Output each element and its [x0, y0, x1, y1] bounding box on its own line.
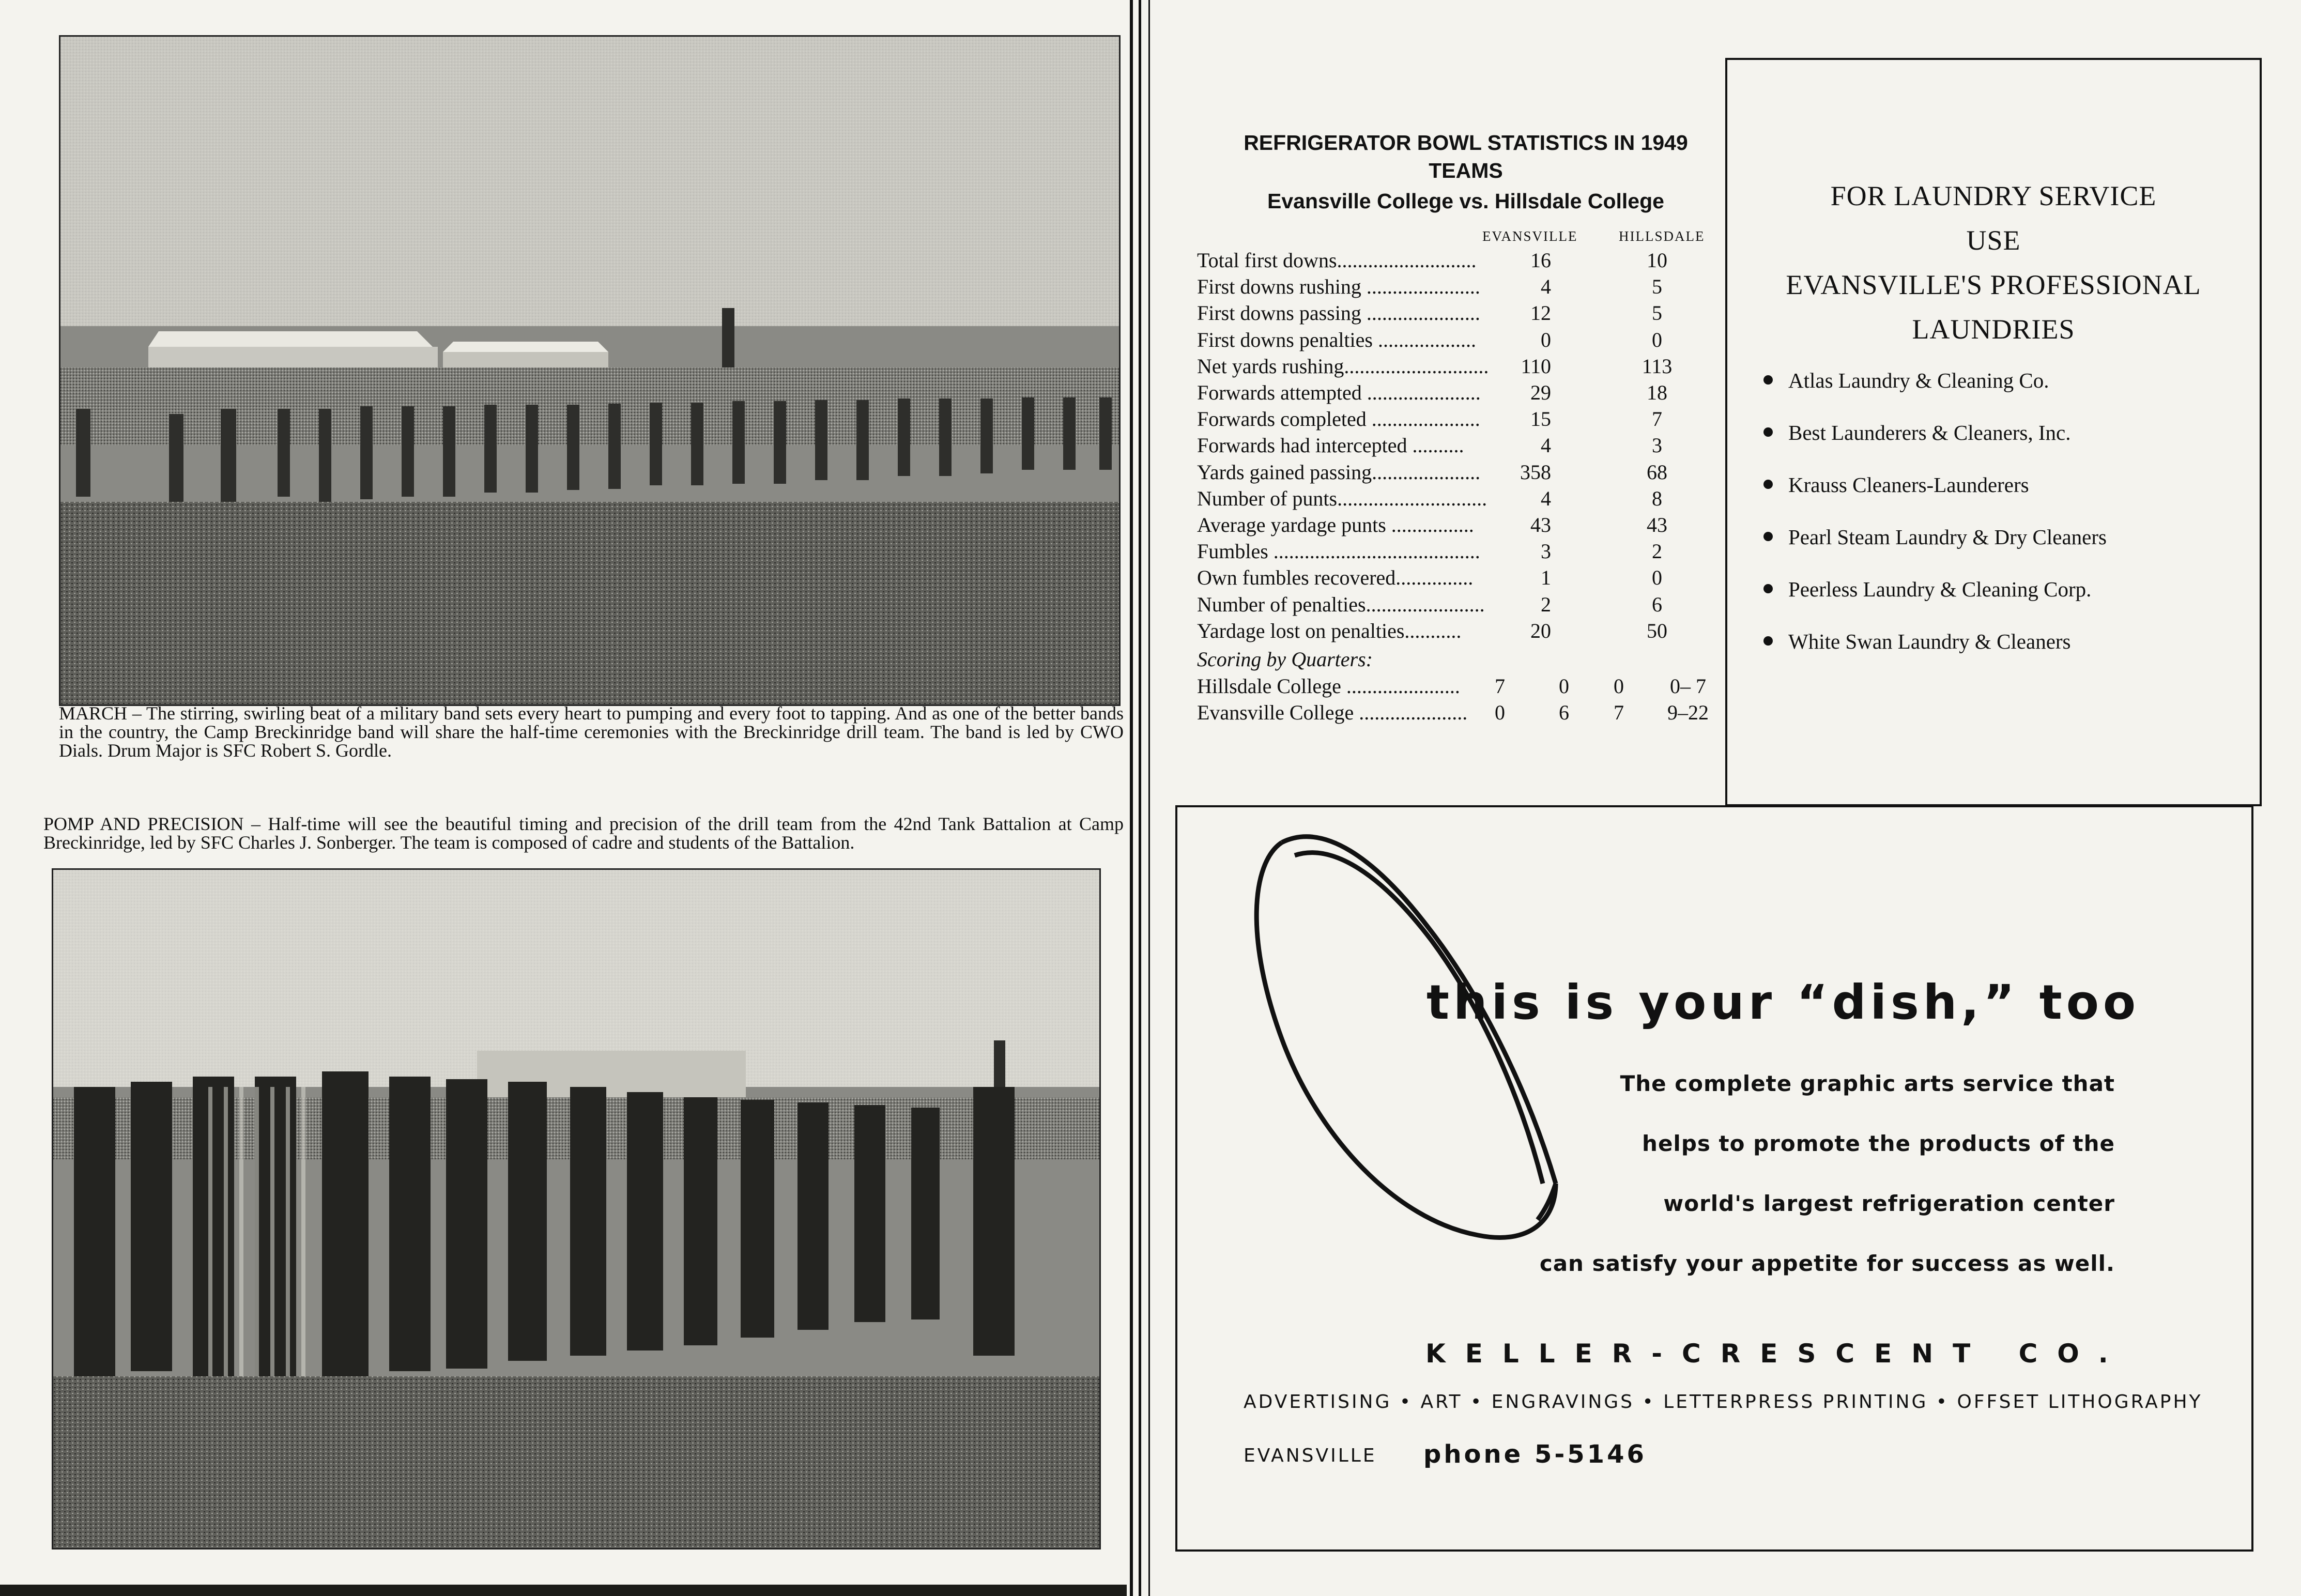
scoring-heading: Scoring by Quarters: — [1197, 648, 1373, 671]
band-photo — [59, 35, 1121, 706]
column-header-hillsdale: HILLSDALE — [1619, 228, 1705, 244]
scoring-q1: 0 — [1495, 701, 1505, 724]
stat-row — [1197, 432, 1735, 458]
laundry-item-name: Peerless Laundry & Cleaning Corp. — [1788, 577, 2092, 601]
scoring-row — [1197, 699, 1735, 726]
stat-row — [1197, 273, 1735, 300]
column-header-evansville: EVANSVILLE — [1482, 228, 1578, 244]
bullet-icon — [1763, 480, 1773, 489]
stat-row — [1197, 247, 1735, 273]
stat-row — [1197, 485, 1735, 512]
scoring-team: Evansville College ..................... — [1197, 701, 1468, 724]
stat-label: First downs passing ...................... — [1197, 301, 1480, 325]
city-label: EVANSVILLE — [1244, 1445, 1377, 1466]
stat-hillsdale-value: 0 — [1652, 566, 1662, 590]
stat-hillsdale-value: 2 — [1652, 540, 1662, 563]
stat-hillsdale-value: 7 — [1652, 407, 1662, 431]
stat-row — [1197, 538, 1735, 564]
laundry-list-item — [1763, 368, 2049, 393]
stat-label: Forwards attempted ...................... — [1197, 381, 1481, 404]
stat-evansville-value: 12 — [1530, 301, 1551, 325]
stat-evansville-value: 3 — [1541, 540, 1551, 563]
stat-row — [1197, 564, 1735, 591]
stat-label: Total first downs........................... — [1197, 249, 1477, 272]
stat-label: First downs rushing ...................... — [1197, 275, 1480, 299]
stat-row — [1197, 327, 1735, 353]
stat-row — [1197, 353, 1735, 379]
ad-body-line: can satisfy your appetite for success as well. — [1539, 1251, 2115, 1276]
laundry-item-name: Best Launderers & Cleaners, Inc. — [1788, 421, 2071, 444]
company-name: KELLER-CRESCENT CO. — [1425, 1339, 2128, 1369]
drill-team-photo-image — [53, 870, 1099, 1548]
scoring-row — [1197, 673, 1735, 699]
scoring-q1: 7 — [1495, 674, 1505, 698]
stat-hillsdale-value: 0 — [1652, 328, 1662, 351]
laundry-heading-line: USE — [1966, 225, 2021, 256]
stat-evansville-value: 4 — [1541, 486, 1551, 510]
bullet-icon — [1763, 636, 1773, 646]
stat-label: Forwards had intercepted .......... — [1197, 434, 1464, 457]
stat-evansville-value: 20 — [1530, 619, 1551, 642]
stat-hillsdale-value: 43 — [1647, 513, 1667, 536]
bullet-icon — [1763, 532, 1773, 541]
laundry-list-item — [1763, 472, 2029, 497]
laundry-heading-line: LAUNDRIES — [1912, 314, 2075, 345]
bowl-illustration — [1240, 827, 1602, 1251]
stat-evansville-value: 43 — [1530, 513, 1551, 536]
laundry-list-item — [1763, 629, 2071, 654]
page-fold-line — [1130, 0, 1133, 1596]
stat-label: Number of penalties....................... — [1197, 592, 1485, 616]
stat-hillsdale-value: 6 — [1652, 592, 1662, 616]
scoring-q4-total: 0– 7 — [1670, 674, 1706, 698]
scoring-q4-total: 9–22 — [1667, 701, 1709, 724]
stat-label: Forwards completed ..................... — [1197, 407, 1480, 431]
stat-label: Own fumbles recovered............... — [1197, 566, 1474, 590]
stat-evansville-value: 4 — [1541, 434, 1551, 457]
laundry-item-name: White Swan Laundry & Cleaners — [1788, 630, 2071, 653]
laundry-heading-line: EVANSVILLE'S PROFESSIONAL — [1786, 269, 2201, 300]
phone-number: phone 5-5146 — [1423, 1440, 1647, 1469]
caption-march: MARCH – The stirring, swirling beat of a military band sets every heart to pumping and every foot to tapping. And as one of the better bands in the country, the Camp Breckinridge band will share the half-time ceremonies with the Breckinridge drill team. The band is led by CWO Dials. Drum Major is SFC Robert S. Gordle. — [59, 703, 1124, 761]
page-fold-line — [1148, 0, 1150, 1596]
services-line: ADVERTISING • ART • ENGRAVINGS • LETTERPRESS PRINTING • OFFSET LITHOGRAPHY — [1244, 1391, 2203, 1413]
stat-label: Fumbles ........................................ — [1197, 540, 1480, 563]
stat-evansville-value: 15 — [1530, 407, 1551, 431]
stat-evansville-value: 1 — [1541, 566, 1551, 590]
laundry-list-item — [1763, 420, 2070, 445]
stats-matchup: Evansville College vs. Hillsdale College — [1267, 189, 1664, 213]
stat-hillsdale-value: 18 — [1647, 381, 1667, 404]
stat-row — [1197, 300, 1735, 326]
scoring-q3: 0 — [1614, 674, 1624, 698]
bullet-icon — [1763, 584, 1773, 593]
stat-row — [1197, 459, 1735, 485]
stat-label: Average yardage punts ................ — [1197, 513, 1474, 536]
laundry-item-name: Pearl Steam Laundry & Dry Cleaners — [1788, 525, 2107, 549]
page-fold-line — [1139, 0, 1141, 1596]
stat-label: Yards gained passing..................... — [1197, 460, 1481, 484]
laundry-item-name: Krauss Cleaners-Launderers — [1788, 473, 2029, 497]
drill-team-photo — [52, 868, 1101, 1549]
stats-title: REFRIGERATOR BOWL STATISTICS IN 1949 — [1244, 131, 1688, 155]
stat-hillsdale-value: 8 — [1652, 486, 1662, 510]
stat-hillsdale-value: 3 — [1652, 434, 1662, 457]
stat-evansville-value: 358 — [1520, 460, 1551, 484]
stat-row — [1197, 406, 1735, 432]
ad-body-line: The complete graphic arts service that — [1620, 1071, 2115, 1096]
stat-row — [1197, 591, 1735, 618]
stat-hillsdale-value: 5 — [1652, 275, 1662, 299]
stat-hillsdale-value: 50 — [1647, 619, 1667, 642]
stat-evansville-value: 110 — [1521, 354, 1551, 378]
ad-body-line: world's largest refrigeration center — [1663, 1191, 2115, 1216]
stat-label: Yardage lost on penalties........... — [1197, 619, 1462, 642]
stat-hillsdale-value: 5 — [1652, 301, 1662, 325]
stat-evansville-value: 2 — [1541, 592, 1551, 616]
stats-subtitle: TEAMS — [1429, 159, 1503, 182]
laundry-heading-line: FOR LAUNDRY SERVICE — [1830, 180, 2157, 211]
laundry-list-item — [1763, 525, 2107, 549]
stat-row — [1197, 379, 1735, 406]
stat-label: First downs penalties ................... — [1197, 328, 1476, 351]
stat-row — [1197, 618, 1735, 644]
stat-evansville-value: 0 — [1541, 328, 1551, 351]
stat-evansville-value: 4 — [1541, 275, 1551, 299]
band-photo-image — [60, 37, 1119, 704]
ad-headline: this is your “dish,” too — [1426, 975, 2140, 1030]
bottom-edge-shadow — [0, 1585, 1127, 1596]
bullet-icon — [1763, 427, 1773, 437]
stat-hillsdale-value: 10 — [1647, 249, 1667, 272]
bullet-icon — [1763, 375, 1773, 385]
stat-hillsdale-value: 113 — [1642, 354, 1673, 378]
laundry-heading — [1727, 174, 2260, 351]
caption-pomp-precision: POMP AND PRECISION – Half-time will see the beautiful timing and precision of the drill team from the 42nd Tank Battalion at Camp Breckinridge, led by SFC Charles J. Sonberger. The team is composed of cadre and students of the Battalion. — [43, 814, 1124, 853]
stat-evansville-value: 16 — [1530, 249, 1551, 272]
laundry-list-item — [1763, 577, 2091, 602]
ad-body-line: helps to promote the products of the — [1642, 1131, 2115, 1156]
stat-row — [1197, 512, 1735, 538]
scoring-q2: 6 — [1559, 701, 1569, 724]
stat-evansville-value: 29 — [1530, 381, 1551, 404]
stat-hillsdale-value: 68 — [1647, 460, 1667, 484]
scoring-team: Hillsdale College ...................... — [1197, 674, 1460, 698]
scoring-q2: 0 — [1559, 674, 1569, 698]
scoring-q3: 7 — [1614, 701, 1624, 724]
stat-label: Net yards rushing............................ — [1197, 354, 1489, 378]
laundry-item-name: Atlas Laundry & Cleaning Co. — [1788, 369, 2049, 392]
stat-label: Number of punts............................. — [1197, 486, 1487, 510]
